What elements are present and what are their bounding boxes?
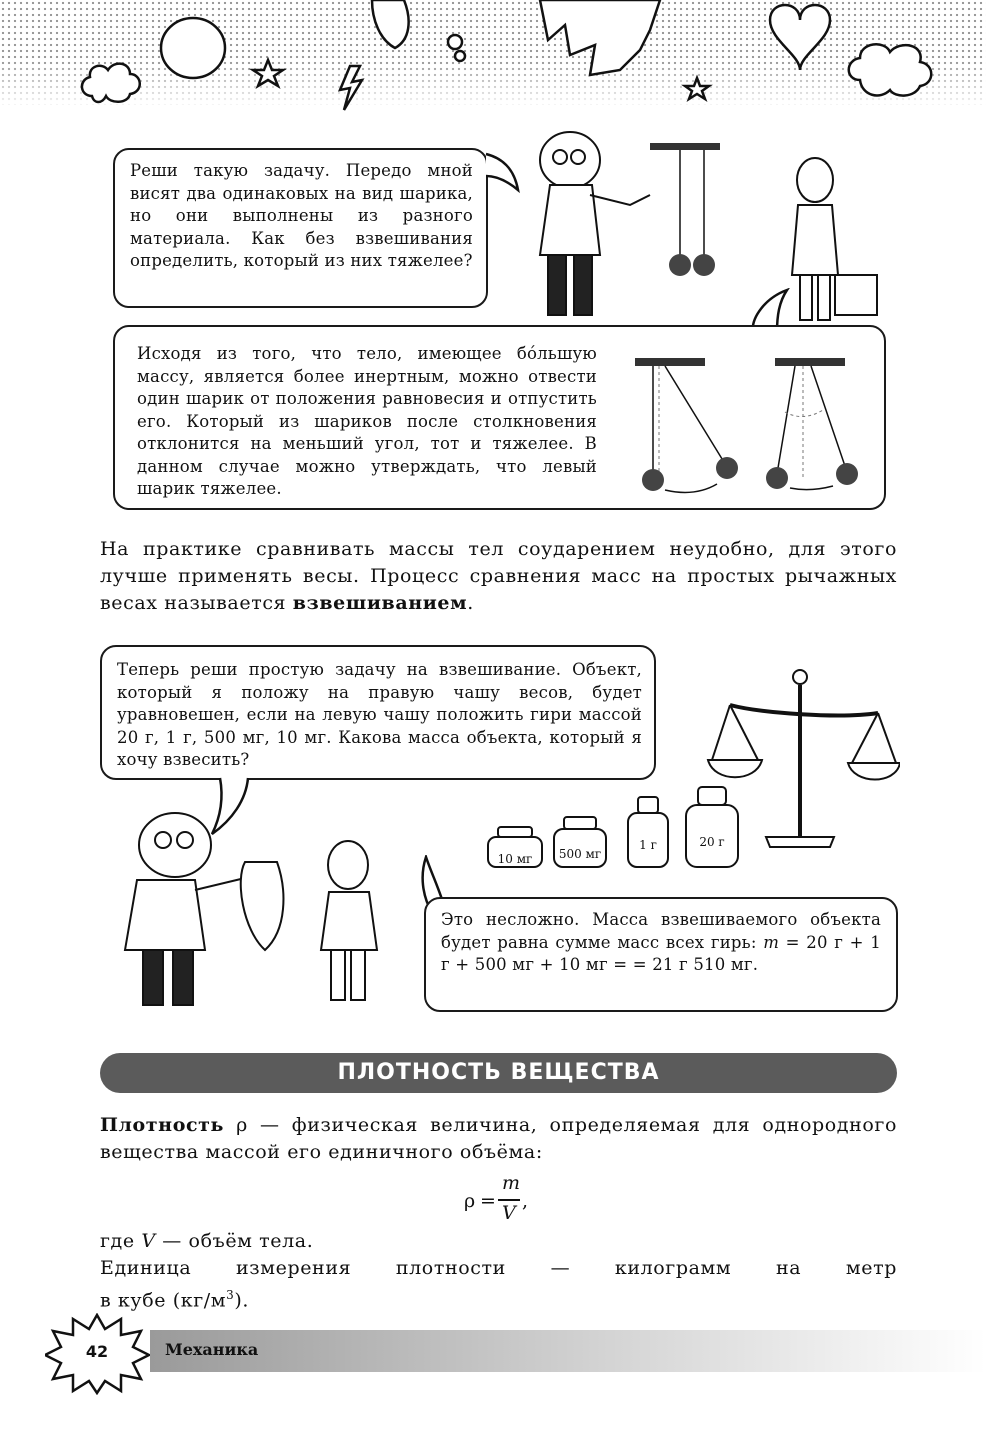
footer-band (150, 1330, 986, 1372)
star-small-icon (685, 78, 709, 99)
unit-superscript: 3 (226, 1288, 235, 1302)
unit-line-2 (100, 1282, 897, 1314)
bubble-question-text: Реши такую задачу. Передо мной висят два одинаковых на вид шарика, но они выполнены из разного материала. Как без взвешивания определить, который из них тяжелее? (130, 161, 473, 270)
formula-comma: , (522, 1190, 529, 1212)
weights-row (484, 780, 744, 880)
speech-bubble-answer (113, 325, 886, 510)
fraction-bar (498, 1199, 520, 1201)
density-term: Плотность (100, 1114, 225, 1136)
weight-1g (624, 795, 672, 870)
bubble-solution-text (441, 909, 881, 977)
volume-note-prefix: где (100, 1230, 142, 1252)
section-title: ПЛОТНОСТЬ ВЕЩЕСТВА (100, 1053, 897, 1093)
heart-icon (770, 5, 830, 70)
page-number: 42 (85, 1342, 109, 1361)
density-definition-text: — физическая величина, определяемая для однородного вещества массой его единичного объёма: (100, 1114, 898, 1163)
bag (241, 862, 284, 950)
bubble-tiny-icon (455, 51, 465, 61)
unit-line-2-end: ). (234, 1289, 250, 1312)
professor-figure (540, 132, 650, 315)
drop-icon (372, 0, 409, 48)
burst-icon (540, 0, 660, 75)
bubble-tail (484, 150, 524, 195)
collision-diagram (625, 352, 865, 502)
top-illustration (520, 125, 890, 325)
weight-500mg (550, 815, 610, 870)
paragraph-weighing-term: взвешиванием (292, 592, 468, 614)
boy-head (328, 841, 368, 889)
star-icon (253, 60, 283, 86)
formula-equals: = (480, 1190, 496, 1212)
volume-note (100, 1228, 897, 1255)
weight-label-500mg: 500 мг (558, 847, 602, 861)
boy-figure (792, 158, 877, 320)
volume-note-var: V (141, 1230, 156, 1252)
bubble-solution-mass-var: m (763, 932, 780, 952)
hanging-pendulums (650, 143, 720, 276)
weight-20g (682, 785, 742, 870)
weight-label-10mg: 10 мг (497, 852, 533, 866)
weight-label-20g: 20 г (699, 835, 725, 849)
bubble-task-text: Теперь реши простую задачу на взвешивание. Объект, который я положу на правую чашу весов, будет уравновешен, если на левую чашу положить гири массой 20 г, 1 г, 500 мг, 10 мг. Какова масса объекта, который я хочу взвесить? (117, 660, 642, 769)
bubble-small-icon (448, 35, 462, 49)
density-formula (462, 1172, 542, 1232)
paragraph-weighing-text: На практике сравнивать массы тел соударением неудобно, для этого лучше применять весы. Процесс сравнения масс на простых рычажных весах называется (100, 538, 897, 614)
footer-section-name: Механика (165, 1340, 259, 1359)
bubble-answer-text: Исходя из того, что тело, имеющее бóльшую массу, является более инертным, можно отвести один шарик от положения равновесия и отпустить его. Который из шариков после столкновения отклонится на меньший угол, тот и тяжелее. В данном случае можно утверждать, что левый шарик тяжелее. (137, 344, 597, 498)
speech-bubble-task (100, 645, 656, 780)
cloud-icon (82, 64, 140, 102)
unit-line-1: Единица измерения плотности — килограмм на метр (100, 1257, 897, 1279)
density-symbol: ρ (236, 1114, 248, 1136)
volume-note-rest: — объём тела. (155, 1230, 314, 1252)
formula-rho: ρ (464, 1190, 476, 1212)
bubble-solution-formula: = 20 г + 1 г + 500 мг + 10 мг = = 21 г 510 мг. (441, 932, 881, 974)
circle-icon (161, 18, 225, 78)
density-definition (100, 1112, 897, 1166)
cloud-right-icon (849, 44, 932, 95)
header-doodles (0, 0, 986, 115)
formula-denominator: V (502, 1202, 516, 1224)
weight-label-1g: 1 г (639, 838, 657, 852)
paragraph-weighing-end: . (467, 592, 474, 614)
formula-numerator: m (502, 1172, 521, 1194)
unit-line-2-start: в кубе (кг/м (100, 1289, 227, 1312)
speech-bubble-solution (424, 897, 898, 1012)
professor-head (139, 813, 211, 877)
bottom-illustration (95, 800, 405, 1015)
speech-bubble-question (113, 148, 488, 308)
lightning-icon (340, 66, 362, 110)
paragraph-weighing (100, 536, 897, 617)
bubble-solution-sentence: Это несложно. Масса взвешиваемого объекта будет равна сумме масс всех гирь: (441, 910, 881, 952)
